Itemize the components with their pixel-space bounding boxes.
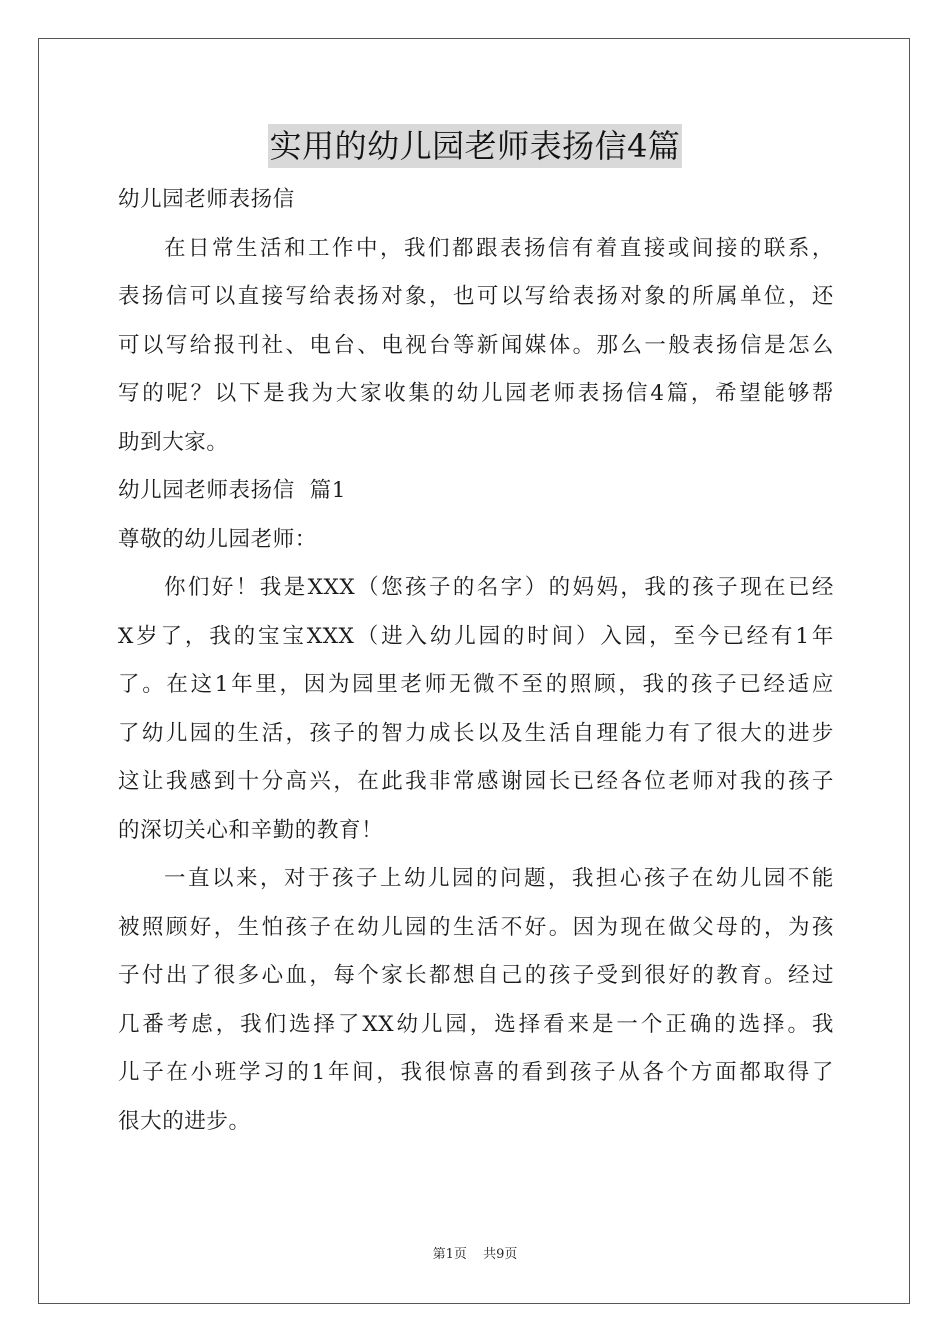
page-number-total: 共9页 [483,1247,518,1262]
paragraph-line: 很大的进步。 [118,1108,251,1134]
salutation: 尊敬的幼儿园老师： [118,526,317,552]
paragraph-line: 的深切关心和辛勤的教育！ [118,817,384,843]
paragraph-line: 了幼儿园的生活，孩子的智力成长以及生活自理能力有了很大的进步 [118,720,834,746]
intro-line: 可以写给报刊社、电台、电视台等新闻媒体。那么一般表扬信是怎么 [118,332,834,358]
paragraph-line: 几番考虑，我们选择了XX幼儿园，选择看来是一个正确的选择。我 [118,1011,834,1037]
intro-line: 写的呢？以下是我为大家收集的幼儿园老师表扬信4篇，希望能够帮 [118,381,834,406]
paragraph-line: 被照顾好，生怕孩子在幼儿园的生活不好。因为现在做父母的，为孩 [118,914,834,940]
paragraph-line: 你们好！我是XXX（您孩子的名字）的妈妈，我的孩子现在已经 [164,575,834,600]
intro-heading: 幼儿园老师表扬信 [118,187,295,212]
title-container [0,124,950,168]
paragraph-line: X岁了，我的宝宝XXX（进入幼儿园的时间）入园，至今已经有1年 [118,623,834,649]
document-body [118,176,834,1146]
paragraph-line: 一直以来，对于孩子上幼儿园的问题，我担心孩子在幼儿园不能 [164,866,834,891]
paragraph-line: 了。在这1年里，因为园里老师无微不至的照顾，我的孩子已经适应 [118,672,834,697]
section-heading: 幼儿园老师表扬信 篇1 [118,478,347,503]
paragraph-line: 这让我感到十分高兴，在此我非常感谢园长已经各位老师对我的孩子 [118,769,834,794]
intro-line: 表扬信可以直接写给表扬对象，也可以写给表扬对象的所属单位，还 [118,284,834,309]
paragraph-line: 儿子在小班学习的1年间，我很惊喜的看到孩子从各个方面都取得了 [118,1060,834,1085]
paragraph-line: 子付出了很多心血，每个家长都想自己的孩子受到很好的教育。经过 [118,963,834,988]
page-footer [0,1246,950,1264]
page-number-current: 第1页 [432,1247,467,1262]
intro-line: 在日常生活和工作中，我们都跟表扬信有着直接或间接的联系， [164,235,834,261]
intro-line: 助到大家。 [118,429,229,455]
document-title: 实用的幼儿园老师表扬信4篇 [268,124,683,168]
